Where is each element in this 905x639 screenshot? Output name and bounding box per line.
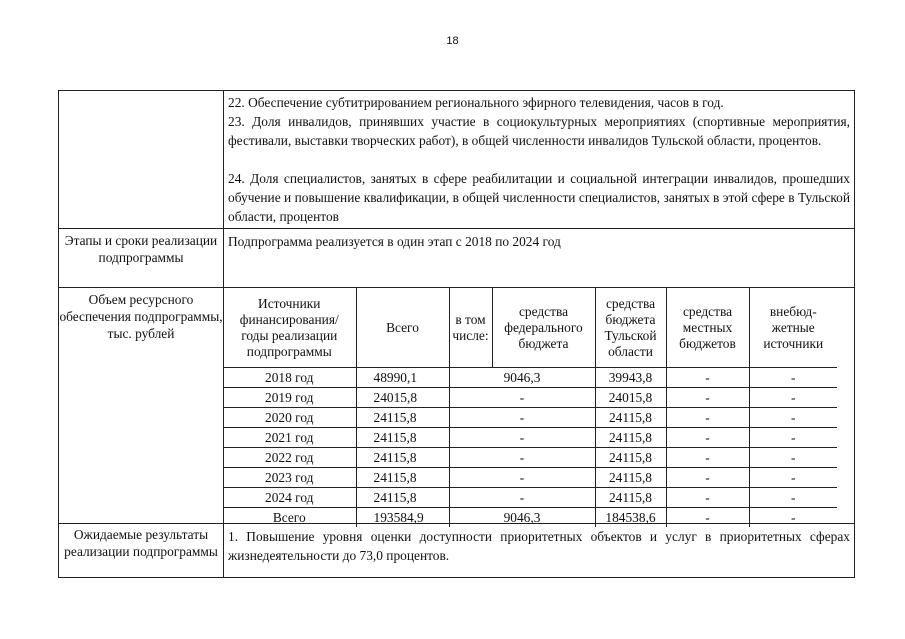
funding-table bbox=[223, 287, 837, 527]
cell-year: 2024 год bbox=[223, 488, 356, 508]
cell-total: 24015,8 bbox=[356, 388, 449, 408]
cell-regional: 39943,8 bbox=[595, 368, 666, 388]
cell-federal: - bbox=[449, 408, 595, 428]
indicator-22: 22. Обеспечение субтитрированием регионального эфирного телевидения, часов в год. bbox=[228, 95, 724, 110]
results-value: 1. Повышение уровня оценки доступности приоритетных объектов и услуг в приоритетных сферах жизнедеятельности до 73,0 процентов. bbox=[228, 529, 850, 563]
cell-extra: - bbox=[749, 368, 837, 388]
cell-total: 24115,8 bbox=[356, 448, 449, 468]
table-row bbox=[223, 428, 837, 448]
table-row bbox=[223, 408, 837, 428]
header-local: средства местных бюджетов bbox=[666, 288, 749, 368]
cell-local: - bbox=[666, 468, 749, 488]
cell-regional: 24115,8 bbox=[595, 428, 666, 448]
cell-year: 2020 год bbox=[223, 408, 356, 428]
cell-federal: - bbox=[449, 388, 595, 408]
cell-federal: - bbox=[449, 428, 595, 448]
cell-year: 2018 год bbox=[223, 368, 356, 388]
cell-local: - bbox=[666, 508, 749, 528]
row-divider bbox=[59, 523, 854, 524]
table-total-row bbox=[223, 508, 837, 528]
cell-regional: 24115,8 bbox=[595, 408, 666, 428]
cell-federal: 9046,3 bbox=[449, 368, 595, 388]
table-row bbox=[223, 488, 837, 508]
table-row bbox=[223, 468, 837, 488]
page-number: 18 bbox=[446, 35, 459, 47]
funding-label: Объем ресурсного обеспечения подпрограммы, тыс. рублей bbox=[59, 292, 223, 341]
row-divider bbox=[59, 228, 854, 229]
cell-extra: - bbox=[749, 448, 837, 468]
header-regional: средства бюджета Тульской области bbox=[595, 288, 666, 368]
cell-federal: - bbox=[449, 468, 595, 488]
indicator-23: 23. Доля инвалидов, принявших участие в социокультурных мероприятиях (спортивные мероприятия, фестивали, выставки творческих работ), в общей численности инвалидов Тульской области, процентов. bbox=[228, 114, 850, 148]
cell-total: 193584,9 bbox=[356, 508, 449, 528]
cell-year: 2022 год bbox=[223, 448, 356, 468]
cell-year: 2019 год bbox=[223, 388, 356, 408]
cell-local: - bbox=[666, 388, 749, 408]
cell-year: 2021 год bbox=[223, 428, 356, 448]
cell-year: 2023 год bbox=[223, 468, 356, 488]
cell-extra: - bbox=[749, 488, 837, 508]
indicator-24: 24. Доля специалистов, занятых в сфере реабилитации и социальной интеграции инвалидов, прошедших обучение и повышение квалификации, в общей численности специалистов, занятых в этой сфере в Тульской области, процентов bbox=[228, 171, 850, 224]
stages-label: Этапы и сроки реализации подпрограммы bbox=[64, 233, 218, 265]
cell-total: 48990,1 bbox=[356, 368, 449, 388]
results-label: Ожидаемые результаты реализации подпрограммы bbox=[64, 527, 218, 559]
header-extra-budget: внебюд-жетные источники bbox=[749, 288, 837, 368]
cell-local: - bbox=[666, 408, 749, 428]
cell-local: - bbox=[666, 428, 749, 448]
header-sources: Источники финансирования/ годы реализации подпрограммы bbox=[223, 288, 356, 368]
cell-local: - bbox=[666, 448, 749, 468]
cell-extra: - bbox=[749, 388, 837, 408]
cell-total: 24115,8 bbox=[356, 428, 449, 448]
cell-extra: - bbox=[749, 428, 837, 448]
cell-extra: - bbox=[749, 468, 837, 488]
cell-regional: 24015,8 bbox=[595, 388, 666, 408]
cell-federal: 9046,3 bbox=[449, 508, 595, 528]
passport-table bbox=[58, 90, 855, 578]
funding-header-row bbox=[223, 288, 837, 368]
stages-value: Подпрограмма реализуется в один этап с 2018 по 2024 год bbox=[228, 234, 561, 249]
cell-extra: - bbox=[749, 508, 837, 528]
header-including: в том числе: bbox=[449, 288, 492, 368]
cell-federal: - bbox=[449, 488, 595, 508]
cell-regional: 24115,8 bbox=[595, 488, 666, 508]
cell-local: - bbox=[666, 488, 749, 508]
header-total: Всего bbox=[356, 288, 449, 368]
cell-extra: - bbox=[749, 408, 837, 428]
cell-local: - bbox=[666, 368, 749, 388]
cell-total: 24115,8 bbox=[356, 408, 449, 428]
cell-regional: 184538,6 bbox=[595, 508, 666, 528]
cell-regional: 24115,8 bbox=[595, 448, 666, 468]
header-federal: средства федерального бюджета bbox=[492, 288, 595, 368]
table-row bbox=[223, 368, 837, 388]
cell-total: 24115,8 bbox=[356, 488, 449, 508]
table-row bbox=[223, 448, 837, 468]
cell-regional: 24115,8 bbox=[595, 468, 666, 488]
table-row bbox=[223, 388, 837, 408]
cell-total: 24115,8 bbox=[356, 468, 449, 488]
cell-federal: - bbox=[449, 448, 595, 468]
cell-year: Всего bbox=[223, 508, 356, 528]
